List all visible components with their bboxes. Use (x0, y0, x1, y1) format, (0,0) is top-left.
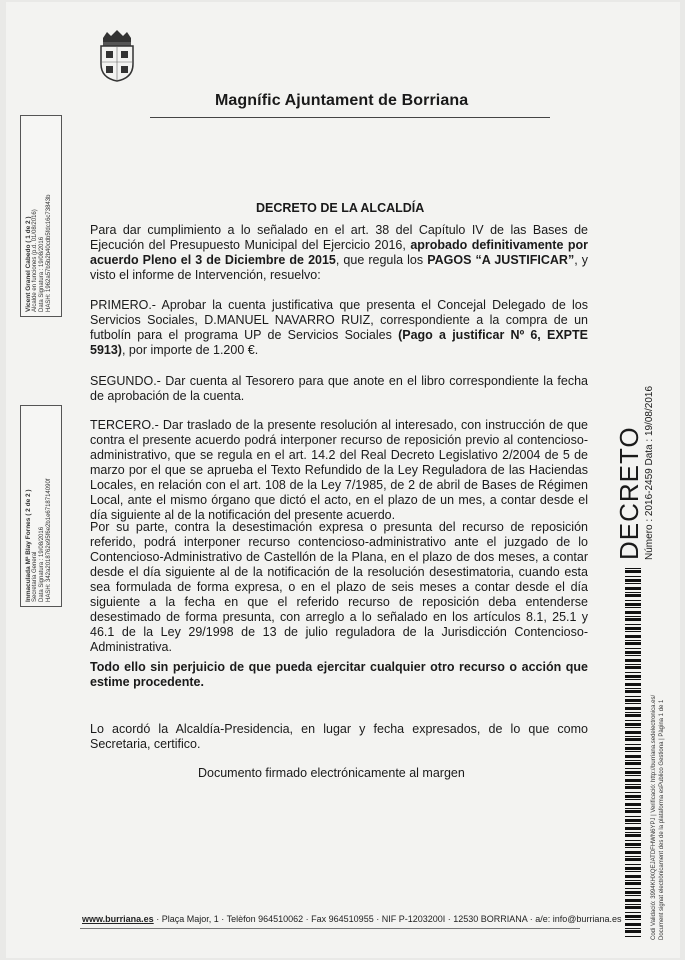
signed-electronically-note: Documento firmado electrónicamente al margen (198, 766, 465, 780)
footer-contact: · Plaça Major, 1 · Telèfon 964510062 · Fax 964510955 · NIF P-1203200I · 12530 BORRIANA · a/e: info@burriana.es (156, 914, 622, 924)
coat-of-arms-logo (97, 28, 137, 82)
document-title: DECRETO DE LA ALCALDÍA (256, 201, 425, 215)
paragraph-primero: PRIMERO.- Aprobar la cuenta justificativa que presenta el Concejal Delegado de los Servicios Sociales, D.MANUEL NAVARRO RUIZ, correspondiente a la compra de un futbolín para el programa UP de Servicios Sociales (Pago a justificar Nº 6, EXPTE 5913), por importe de 1.200 €. (90, 298, 588, 357)
decreto-number-date: Número : 2016-2459 Data : 19/08/2016 (644, 385, 655, 560)
signature-hash: HASH: 342a2018762e95f6e2b1e6718714090f (46, 478, 52, 602)
verification-text: Codi Validació: 3994KHXQEJATDFHWN6YPJ | Verificació: http://burriana.sedelectronica.es/ Document signat electrònicament des de la plataforma esPublico Gestiona | Pàgina 1 de 1 (651, 694, 665, 940)
barcode-icon (625, 568, 641, 938)
paragraph-certifico: Lo acordó la Alcaldía-Presidencia, en lugar y fecha expresados, de lo que como Secretaria, certifico. (90, 722, 588, 751)
signer-name: Inmaculada Mª Blay Fornes ( 2 de 2 ) (25, 489, 32, 602)
signer-role: Alcalde en funciones (p.d. 01/08/2016) (32, 209, 38, 312)
paragraph-tercero: TERCERO.- Dar traslado de la presente resolución al interesado, con instrucción de que contra el presente acuerdo podrá interponer recurso de reposición previo al contencioso-administrativo, que se regula en el art. 14.2 del Real Decreto Legislativo 2/2004 de 5 de marzo por el que se aprueba el Texto Refundido de la Ley Reguladora de las Haciendas Locales, en relación con el art. 108 de la Ley 7/1985, de 2 de abril de Bases de Régimen Local, ante el mismo órgano que dictó el acto, en el plazo de un mes, a contar desde el día siguiente al de la notificación del presente acuerdo. (90, 418, 588, 522)
signature-hash: HASH: 1962a57b5b2b40cdb5fdc16c73843b (46, 194, 52, 312)
paragraph-segundo: SEGUNDO.- Dar cuenta al Tesorero para que anote en el libro correspondiente la fecha de aprobación de la cuenta. (90, 374, 588, 403)
page-footer (82, 914, 621, 924)
organization-title: Magnífic Ajuntament de Borriana (215, 92, 469, 109)
paragraph-recurso: Por su parte, contra la desestimación expresa o presunta del recurso de reposición referido, podrá interponer recurso contencioso-administrativo ante el juzgado de lo Contencioso-Administrativo de Castellón de la Plana, en el plazo de dos meses, a contar desde el día siguiente al de la notificación de la resolución desestimatoria, cuando esta sea formulada de forma expresa, o en el plazo de seis meses a contar desde el día siguiente a la fecha en que el referido recurso de reposición deba entenderse desestimado de forma presunta, con arreglo a lo señalado en los artículos 8.1, 25.1 y 46.1 de la Ley 29/1998 de 13 de julio reguladora de la Jurisdicción Contencioso-Administrativa. (90, 520, 588, 654)
footer-divider (80, 928, 580, 929)
decreto-stamp (616, 360, 666, 560)
decreto-label: DECRETO (614, 426, 644, 560)
signature-box-2 (20, 405, 62, 607)
signature-date: Data Signatura : 19/08/2016 (39, 236, 45, 312)
website-link[interactable]: www.burriana.es (82, 914, 154, 924)
signer-name: Vicent Granel Cabedo ( 1 de 2 ) (25, 216, 32, 312)
signature-box-1 (20, 115, 62, 317)
signature-date: Data Signatura : 19/08/2016 (39, 526, 45, 602)
paragraph-preamble: Para dar cumplimiento a lo señalado en el art. 38 del Capítulo IV de las Bases de Ejecución del Presupuesto Municipal del Ejercicio 2016, aprobado definitivamente por acuerdo Pleno el 3 de Diciembre de 2015, que regula los PAGOS “A JUSTIFICAR”, y visto el informe de Intervención, resuelvo: (90, 223, 589, 282)
header-divider (150, 117, 550, 118)
signer-role: Secretaria General (32, 551, 38, 602)
paragraph-perjuicio: Todo ello sin perjuicio de que pueda ejercitar cualquier otro recurso o acción que estime procedente. (90, 660, 588, 689)
